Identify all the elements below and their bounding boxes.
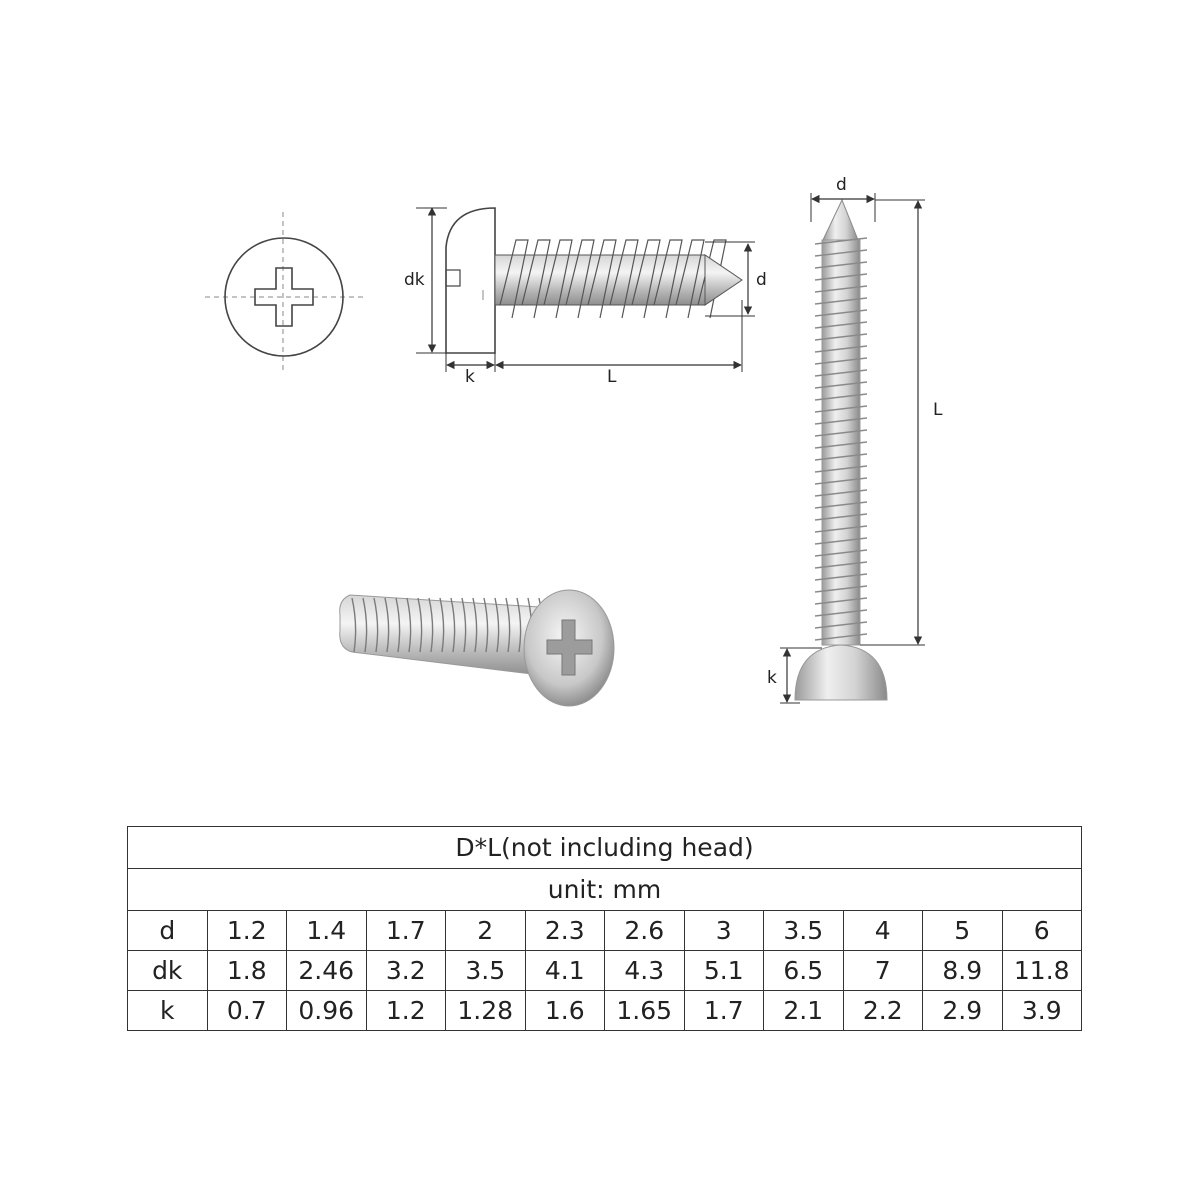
table-cell: 3.5 — [446, 951, 526, 991]
side-view-drawing — [404, 208, 767, 387]
table-cell: 2.46 — [287, 951, 367, 991]
table-header: D*L(not including head) — [128, 827, 1082, 869]
table-cell: 0.7 — [207, 991, 287, 1031]
spec-table — [127, 826, 1082, 1031]
side-L-label: L — [607, 367, 617, 387]
row-label: dk — [128, 951, 208, 991]
side-dk-label: dk — [404, 270, 425, 290]
table-cell: 1.2 — [366, 991, 446, 1031]
table-cell: 1.6 — [525, 991, 605, 1031]
vertical-k-label: k — [767, 668, 777, 688]
table-cell: 0.96 — [287, 991, 367, 1031]
table-cell: 1.7 — [684, 991, 764, 1031]
table-row — [128, 911, 1082, 951]
table-cell: 2.9 — [923, 991, 1003, 1031]
table-cell: 7 — [843, 951, 923, 991]
row-label: d — [128, 911, 208, 951]
vertical-d-label: d — [836, 175, 847, 195]
table-cell: 3.5 — [764, 911, 844, 951]
table-cell: 2.2 — [843, 991, 923, 1031]
table-cell: 3.9 — [1002, 991, 1082, 1031]
side-d-label: d — [756, 270, 767, 290]
side-k-label: k — [465, 367, 475, 387]
vertical-L-label: L — [933, 400, 943, 420]
table-cell: 1.7 — [366, 911, 446, 951]
table-unit: unit: mm — [128, 869, 1082, 911]
table-cell: 2.6 — [605, 911, 685, 951]
top-view-head — [205, 212, 365, 372]
table-cell: 1.8 — [207, 951, 287, 991]
table-row — [128, 951, 1082, 991]
table-cell: 4 — [843, 911, 923, 951]
table-header-row — [128, 827, 1082, 869]
table-cell: 1.65 — [605, 991, 685, 1031]
table-cell: 6.5 — [764, 951, 844, 991]
screw-photo-horizontal — [340, 590, 614, 706]
screw-vertical — [767, 175, 943, 703]
table-cell: 3.2 — [366, 951, 446, 991]
row-label: k — [128, 991, 208, 1031]
table-cell: 2 — [446, 911, 526, 951]
table-cell: 5.1 — [684, 951, 764, 991]
table-cell: 4.3 — [605, 951, 685, 991]
table-cell: 1.2 — [207, 911, 287, 951]
table-cell: 6 — [1002, 911, 1082, 951]
table-unit-row — [128, 869, 1082, 911]
table-cell: 1.4 — [287, 911, 367, 951]
table-cell: 2.3 — [525, 911, 605, 951]
table-cell: 11.8 — [1002, 951, 1082, 991]
table-cell: 8.9 — [923, 951, 1003, 991]
table-cell: 2.1 — [764, 991, 844, 1031]
table-row — [128, 991, 1082, 1031]
table-cell: 5 — [923, 911, 1003, 951]
table-cell: 1.28 — [446, 991, 526, 1031]
table-cell: 3 — [684, 911, 764, 951]
table-cell: 4.1 — [525, 951, 605, 991]
